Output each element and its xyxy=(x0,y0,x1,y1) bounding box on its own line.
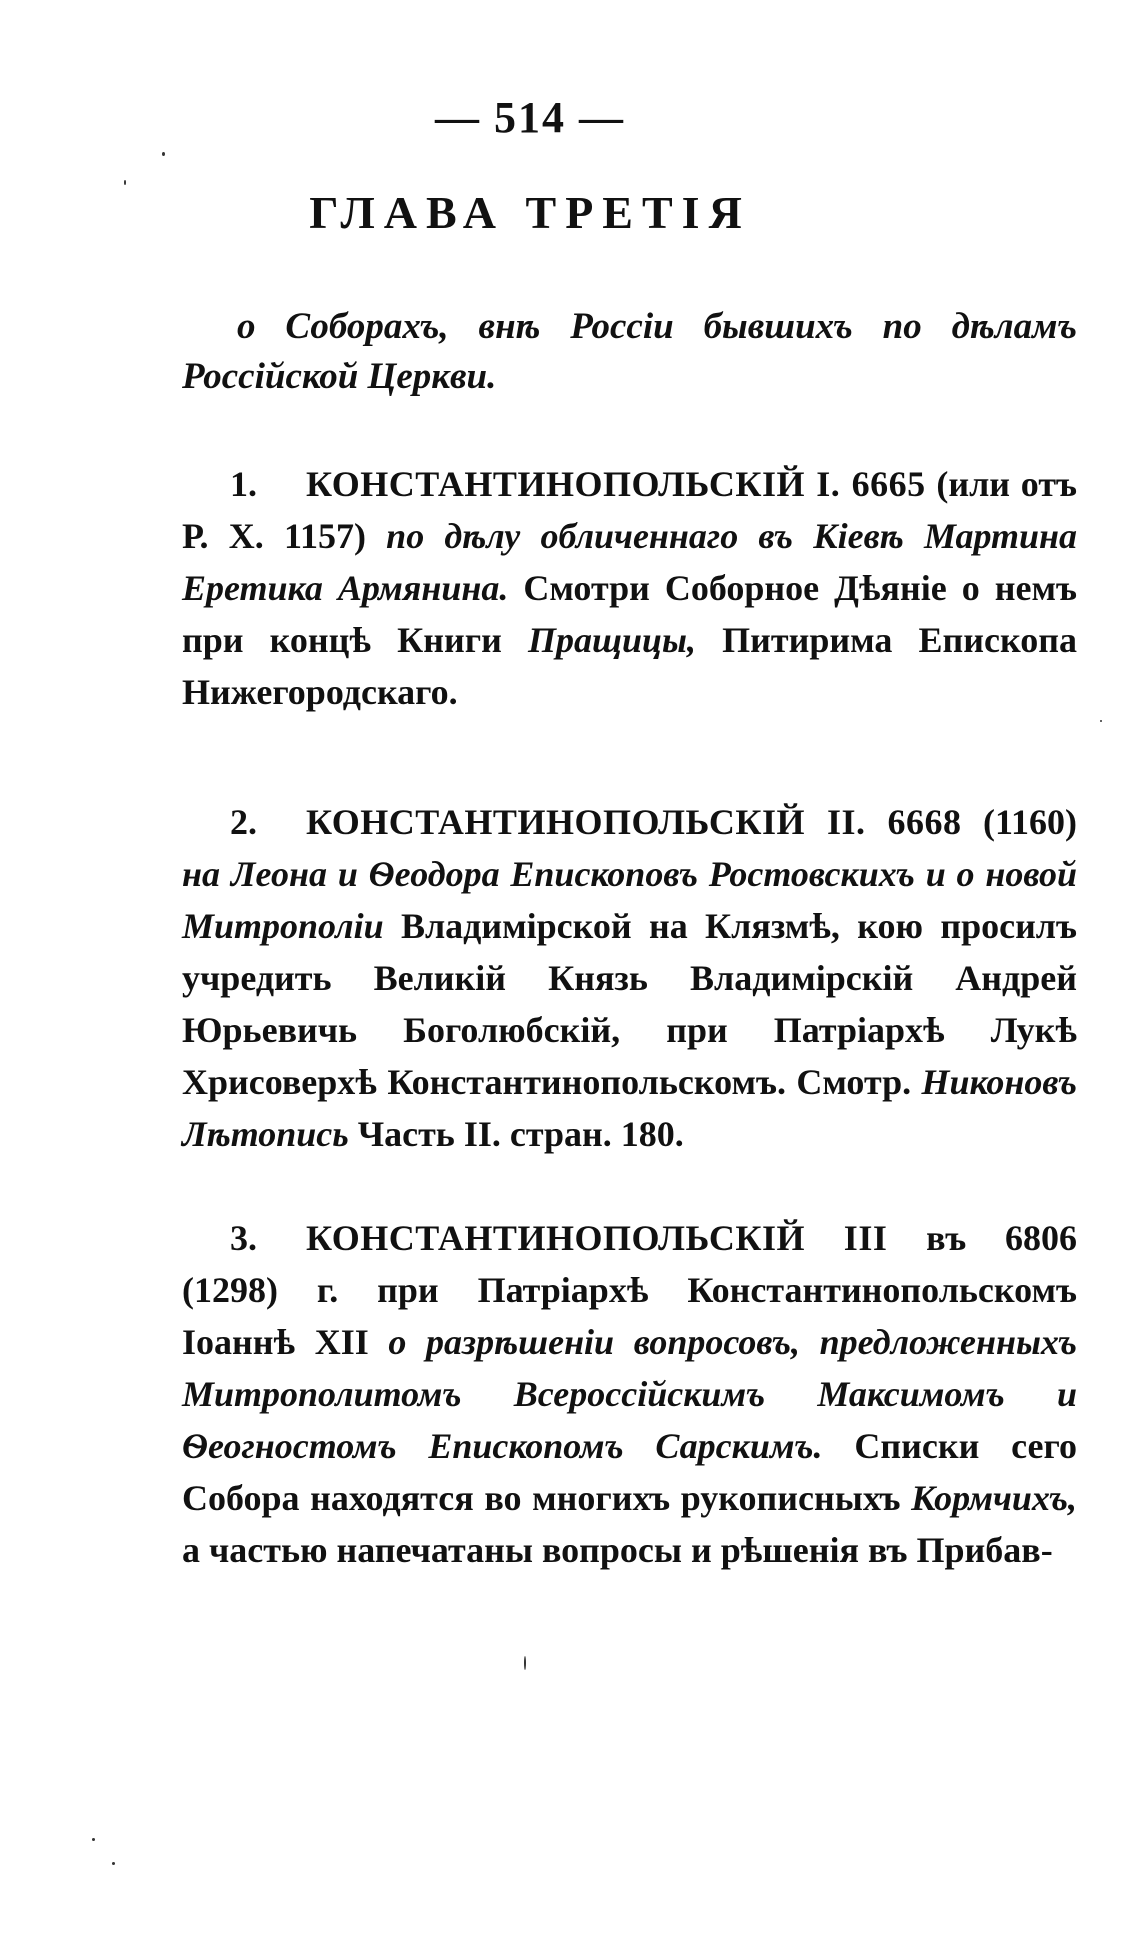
scan-speck xyxy=(162,152,165,156)
chapter-subtitle: о Соборахъ, внѣ Россіи бывшихъ по дѣламъ Россійской Церкви. xyxy=(182,306,1077,397)
section-text: (или отъ Р. Х. 1157) xyxy=(182,464,1077,556)
section-text: Смотри Соборное Дѣяніе о немъ при концѣ Книги xyxy=(182,568,1077,660)
scan-speck xyxy=(92,1838,95,1841)
section-text: (1160) xyxy=(961,802,1077,842)
section-text: Владимірской на Клязмѣ, кою просилъ учредить Великій Князь Владимірскій Андрей Юрьевичь Боголюбскій, при Патріархѣ Лукѣ Хрисоверхѣ Константинопольскомъ. Смотр. xyxy=(182,906,1077,1102)
scan-speck xyxy=(112,1862,115,1865)
scan-speck xyxy=(524,1656,526,1670)
section-italic-text: о разрѣшеніи вопросовъ, предложенныхъ Митрополитомъ Всероссійскимъ Максимомъ и Ѳеогностомъ Епископомъ Сарскимъ. xyxy=(182,1322,1077,1466)
chapter-title: ГЛАВА ТРЕТІЯ xyxy=(309,187,751,238)
section-text: 6806 (1298) г. при Патріархѣ Константинопольскомъ Іоаннѣ XII xyxy=(182,1218,1077,1362)
section-italic-text: Кормчихъ, xyxy=(911,1478,1077,1518)
section-1 xyxy=(182,458,1077,718)
section-italic-text: по дѣлу обличеннаго въ Кіевѣ Мартина Еретика Армянина. xyxy=(182,516,1077,608)
scan-speck xyxy=(1100,720,1102,722)
section-italic-text: Пращицы, xyxy=(527,620,696,660)
section-heading: КОНСТАНТИНОПОЛЬСКІЙ III въ xyxy=(306,1218,967,1258)
scan-speck xyxy=(124,180,126,185)
section-number: 3. xyxy=(230,1218,257,1258)
section-italic-text: Никоновъ Лѣтопись xyxy=(182,1062,1077,1154)
section-heading: КОНСТАНТИНОПОЛЬСКІЙ II. 6668 xyxy=(306,802,962,842)
section-text: Списки сего Собора находятся во многихъ рукописныхъ xyxy=(182,1426,1077,1518)
section-text: Часть II. стран. 180. xyxy=(348,1114,684,1154)
section-2 xyxy=(182,796,1077,1160)
section-heading: КОНСТАНТИНОПОЛЬСКІЙ I. 6665 xyxy=(306,464,926,504)
section-text: а частью напечатаны вопросы и рѣшенія въ Прибав- xyxy=(182,1530,1053,1570)
section-italic-text: на Леона и Ѳеодора Епископовъ Ростовскихъ и о новой Митрополіи xyxy=(182,854,1077,946)
section-number: 1. xyxy=(230,464,257,504)
section-text: Питирима Епископа Нижегородскаго. xyxy=(182,620,1077,712)
section-number: 2. xyxy=(230,802,257,842)
page-number: — 514 — xyxy=(435,93,625,142)
section-3 xyxy=(182,1212,1077,1576)
